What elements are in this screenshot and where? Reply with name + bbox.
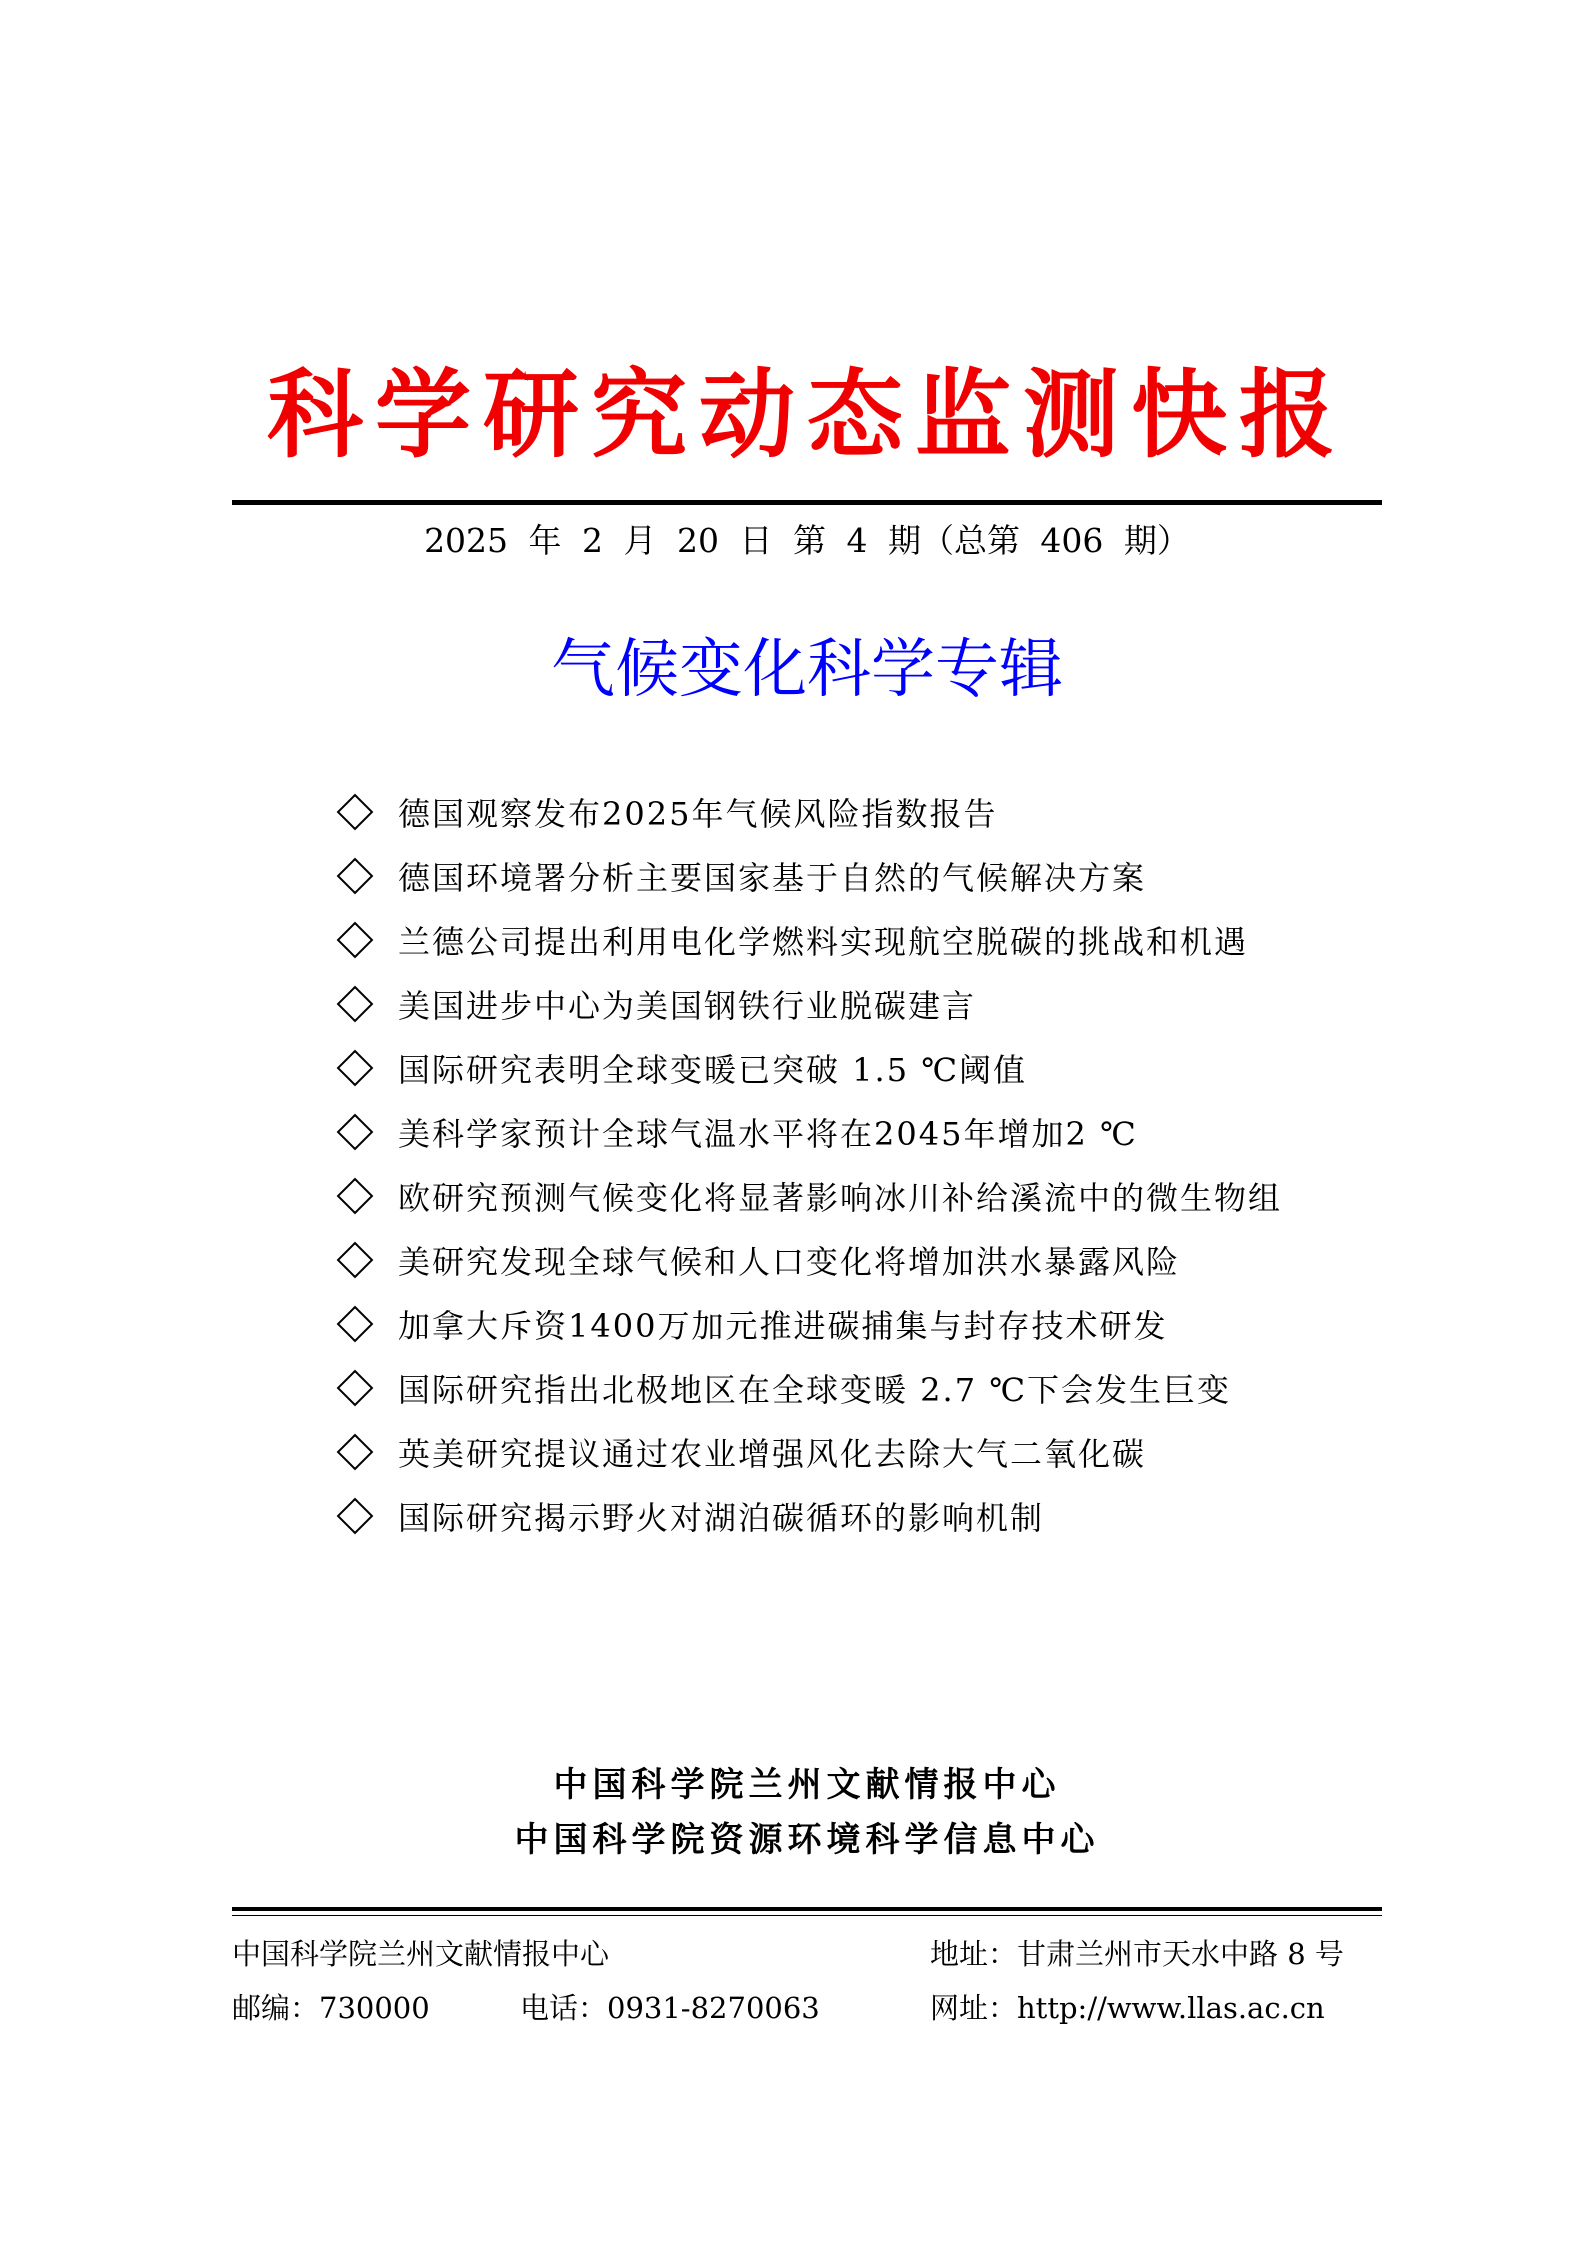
- footer-divider-thick: [232, 1907, 1382, 1911]
- footer-phone: 电话：0931-8270063: [520, 1991, 820, 2025]
- diamond-bullet-icon: [337, 1498, 374, 1535]
- toc-item-label: 兰德公司提出利用电化学燃料实现航空脱碳的挑战和机遇: [398, 923, 1249, 961]
- toc-item-label: 国际研究揭示野火对湖泊碳循环的影响机制: [398, 1499, 1045, 1537]
- toc-item[interactable]: [338, 1292, 1338, 1356]
- toc-item[interactable]: [338, 908, 1338, 972]
- toc-item[interactable]: [338, 844, 1338, 908]
- footer-divider-thin: [232, 1915, 1382, 1916]
- footer-organization: 中国科学院兰州文献情报中心: [232, 1937, 610, 1971]
- toc-item-label: 加拿大斥资1400万加元推进碳捕集与封存技术研发: [398, 1307, 1168, 1345]
- diamond-bullet-icon: [337, 1306, 374, 1343]
- diamond-bullet-icon: [337, 794, 374, 831]
- toc-item-label: 国际研究表明全球变暖已突破 1.5 ℃阈值: [398, 1051, 1028, 1089]
- diamond-bullet-icon: [337, 1370, 374, 1407]
- diamond-bullet-icon: [337, 1242, 374, 1279]
- toc-item[interactable]: [338, 1100, 1338, 1164]
- toc-item[interactable]: [338, 1484, 1338, 1548]
- toc-item[interactable]: [338, 1420, 1338, 1484]
- toc-item[interactable]: [338, 1164, 1338, 1228]
- diamond-bullet-icon: [337, 986, 374, 1023]
- topic-title: 气候变化科学专辑: [551, 633, 1063, 707]
- toc-item[interactable]: [338, 1228, 1338, 1292]
- issue-info: 2025 年 2 月 20 日 第 4 期（总第 406 期）: [424, 521, 1190, 560]
- diamond-bullet-icon: [337, 858, 374, 895]
- toc-item-label: 国际研究指出北极地区在全球变暖 2.7 ℃下会发生巨变: [398, 1371, 1232, 1409]
- diamond-bullet-icon: [337, 922, 374, 959]
- toc-item[interactable]: [338, 972, 1338, 1036]
- toc-item-label: 德国观察发布2025年气候风险指数报告: [398, 795, 998, 833]
- toc-item-label: 美研究发现全球气候和人口变化将增加洪水暴露风险: [398, 1243, 1181, 1281]
- publisher-resources-environment: 中国科学院资源环境科学信息中心: [514, 1820, 1100, 1860]
- diamond-bullet-icon: [337, 1114, 374, 1151]
- footer-postcode: 邮编：730000: [232, 1991, 430, 2025]
- toc-item-label: 德国环境署分析主要国家基于自然的气候解决方案: [398, 859, 1147, 897]
- toc-item-label: 英美研究提议通过农业增强风化去除大气二氧化碳: [398, 1435, 1147, 1473]
- diamond-bullet-icon: [337, 1050, 374, 1087]
- publisher-lanzhou: 中国科学院兰州文献情报中心: [553, 1765, 1061, 1805]
- toc-item[interactable]: [338, 1356, 1338, 1420]
- footer-website-link[interactable]: 网址：http://www.llas.ac.cn: [930, 1991, 1325, 2025]
- title-divider: [232, 500, 1382, 505]
- toc-item-label: 美国进步中心为美国钢铁行业脱碳建言: [398, 987, 977, 1025]
- diamond-bullet-icon: [337, 1434, 374, 1471]
- footer-address: 地址：甘肃兰州市天水中路 8 号: [930, 1937, 1344, 1971]
- toc-item-label: 美科学家预计全球气温水平将在2045年增加2 ℃: [398, 1115, 1138, 1153]
- table-of-contents: [338, 780, 1338, 1548]
- toc-item-label: 欧研究预测气候变化将显著影响冰川补给溪流中的微生物组: [398, 1179, 1283, 1217]
- newsletter-title: 科学研究动态监测快报: [267, 358, 1347, 471]
- toc-item[interactable]: [338, 1036, 1338, 1100]
- toc-item[interactable]: [338, 780, 1338, 844]
- diamond-bullet-icon: [337, 1178, 374, 1215]
